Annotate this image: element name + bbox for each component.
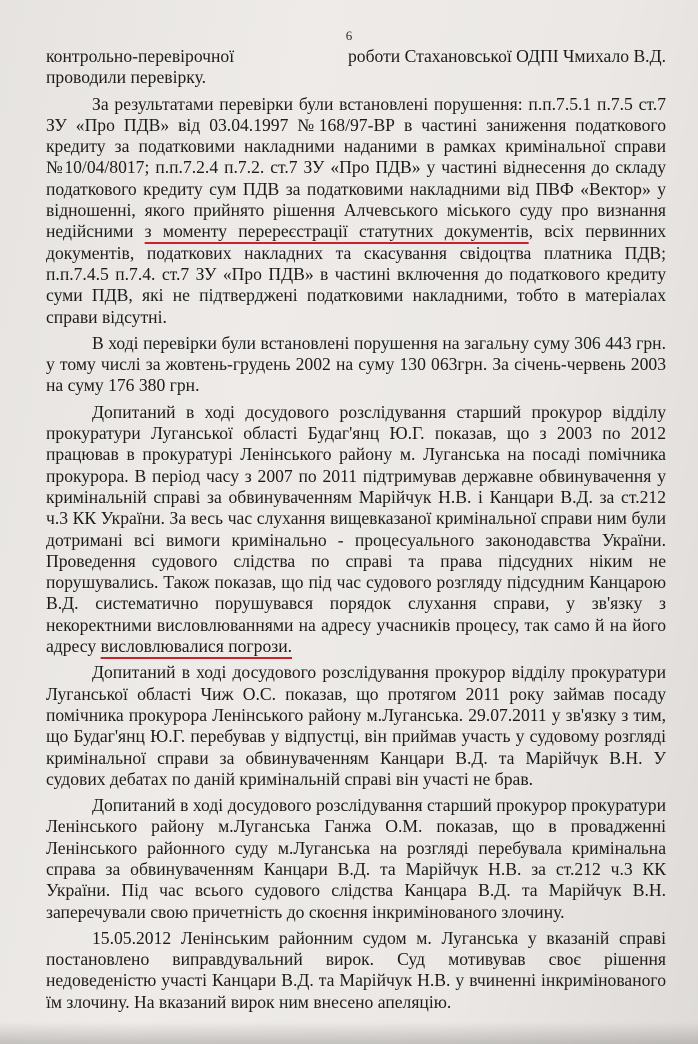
page-bottom-shadow <box>0 1022 698 1044</box>
paragraph-7: 15.05.2012 Ленінським районним судом м. Луганська у вказаній справі постановлено виправдувальний вирок. Суд мотивував своє рішення недоведеністю участі Канцари В.Д. та Марійчук Н.В. у вчиненні інкримінованого їм злочину. На вказаний вирок ним внесено апеляцію. <box>46 927 666 1012</box>
paragraph-1 <box>46 46 666 89</box>
highlighted-phrase-reregistration: з моменту перереєстрації статутних документів <box>144 221 529 242</box>
paragraph-4 <box>46 402 666 658</box>
page-number: 6 <box>345 28 353 43</box>
paragraph-3: В ході перевірки були встановлені порушення на загальну суму 306 443 грн. у тому числі за жовтень-грудень 2002 на суму 130 063грн. За січень-червень 2003 на суму 176 380 грн. <box>46 332 666 396</box>
highlighted-phrase-threats: висловлювалися погрози. <box>100 636 293 657</box>
document-body <box>46 46 666 1013</box>
paragraph-1-lead-line <box>46 46 666 67</box>
paragraph-2-text-before: За результатами перевірки були встановлені порушення: п.п.7.5.1 п.7.5 ст.7 ЗУ «Про ПДВ» від 03.04.1997 №168/97-ВР в частині заниження податкового кредиту за податковими накладними наданими в рамках кримінальної справи №10/04/8017; п.п.7.2.4 п.7.2. ст.7 ЗУ «Про ПДВ» у частині віднесення до складу податкового кредиту сум ПДВ за податковими накладними від ПВФ «Вектор» у відношенні, якого прийнято рішення Алчевського міського суду про визнання недійсними <box>46 93 666 242</box>
lead-left: контрольно-перевірочної <box>46 46 235 66</box>
paragraph-2-text-after: , всіх первинних документів, податкових накладних та скасування свідоцтва платника ПДВ; п.п.7.4.5 п.7.4. ст.7 ЗУ «Про ПДВ» в частині включення до податкового кредиту суми ПДВ, які не підтверджені податковими накладними, тобто в матеріалах справи відсутні. <box>46 221 666 327</box>
lead-right: роботи Стахановської ОДПІ Чмихало В.Д. <box>347 46 666 66</box>
paragraph-6: Допитаний в ході досудового розслідування старший прокурор прокуратури Ленінського району м.Луганська Ганжа О.М. показав, що в провадженні Ленінського районного суду м.Луганська на розгляді перебувала кримінальна справа за обвинуваченням Канцари В.Д. та Марійчук Н.В. за ст.212 ч.3 КК України. Під час всього судового слідства Канцара В.Д. та Марійчук В.Н. заперечували свою причетність до скоєння інкримінованого злочину. <box>46 795 666 922</box>
paragraph-1-rest: проводили перевірку. <box>46 67 207 88</box>
paragraph-2 <box>46 94 666 328</box>
paragraph-4-text-before: Допитаний в ході досудового розслідування старший прокурор відділу прокуратури Луганської області Будаг'янц Ю.Г. показав, що з 2003 по 2012 працював в прокуратурі Ленінського району м. Луганська на посаді помічника прокурора. В період часу з 2007 по 2011 підтримував державне обвинувачення у кримінальній справі за обвинуваченням Марійчук Н.В. і Канцари В.Д. за ст.212 ч.3 КК України. За весь час слухання вищевказаної кримінальної справи ним були дотримані всі вимоги кримінально - процесуального законодавства України. Проведення судового слідства по справі та права підсудних ніким не порушувались. Також показав, що під час судового розгляду підсудним Канцарою В.Д. систематично порушувався порядок слухання справи, у зв'язку з некоректними висловлюваннями на адресу учасників процесу, так само й на його адресу <box>46 401 666 657</box>
paragraph-5: Допитаний в ході досудового розслідування прокурор відділу прокуратури Луганської області Чиж О.С. показав, що протягом 2011 року займав посаду помічника прокурора Ленінського району м.Луганська. 29.07.2011 у зв'язку з тим, що Будаг'янц Ю.Г. перебував у відпустці, він приймав участь у судовому розгляді кримінальної справи за обвинуваченням Канцари В.Д. та Марійчук В.Н. У судових дебатах по даній кримінальній справі він участі не брав. <box>46 662 666 789</box>
